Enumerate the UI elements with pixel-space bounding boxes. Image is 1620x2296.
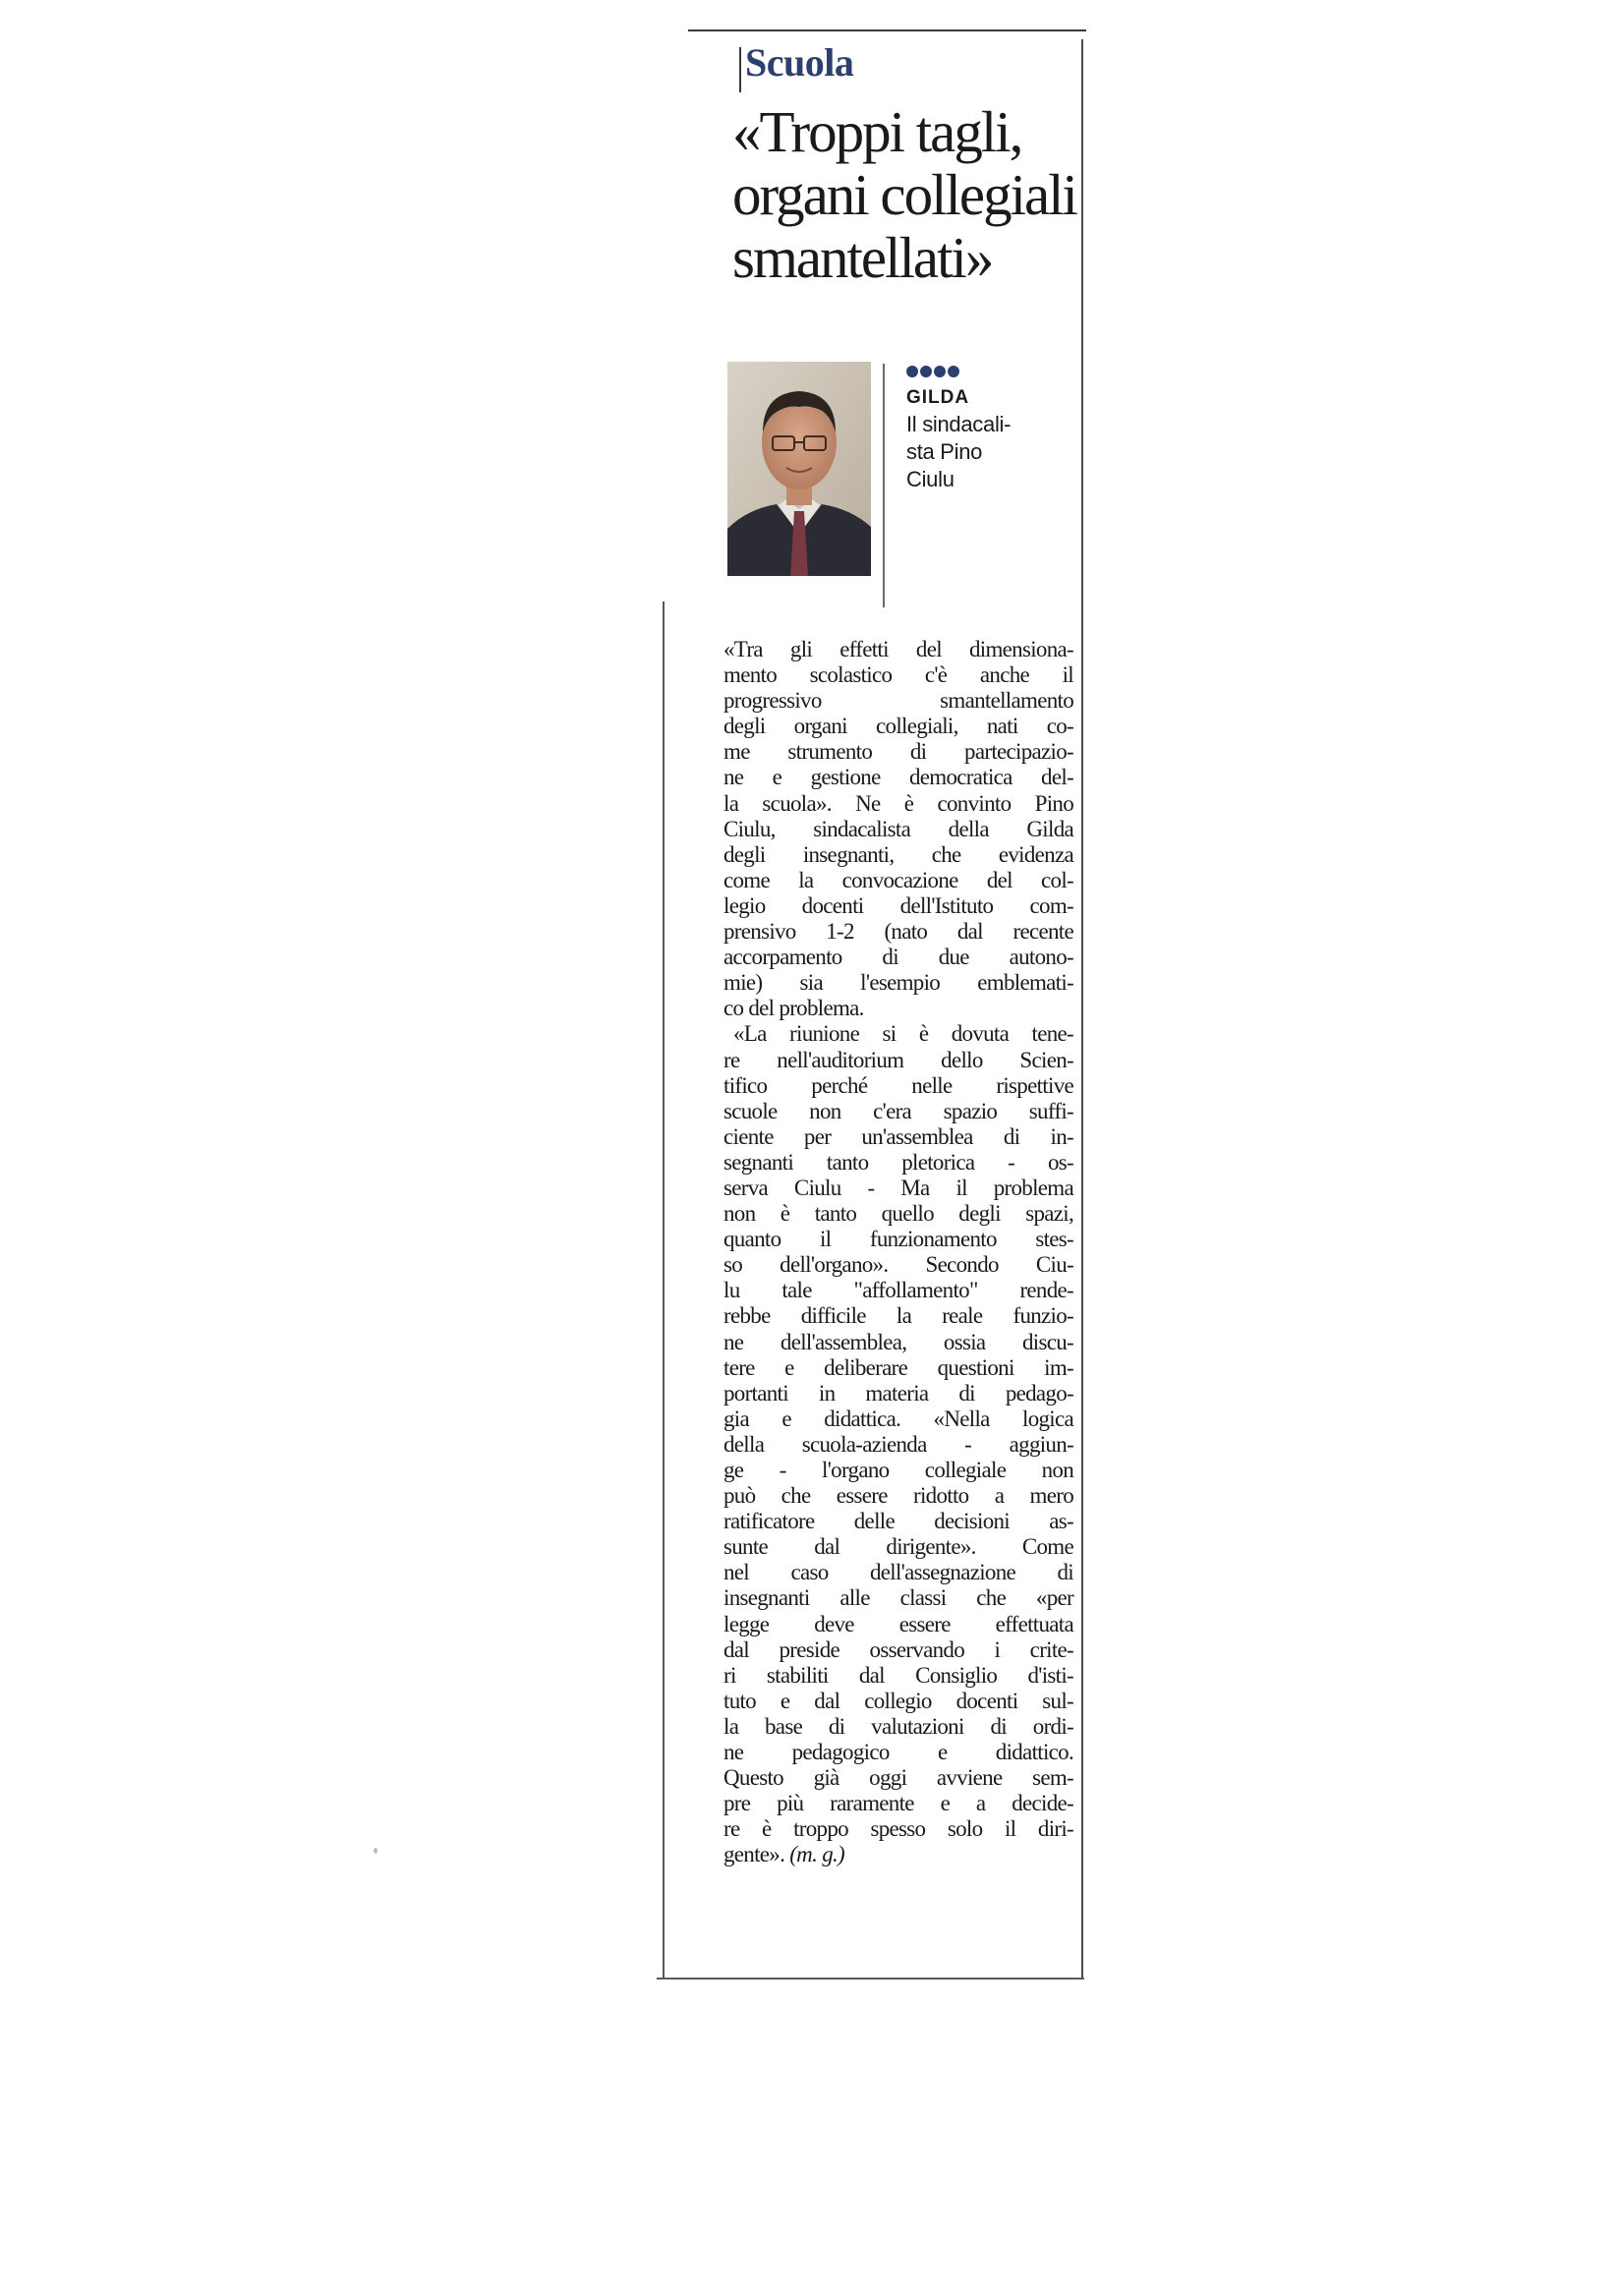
body-line: degli organi collegiali, nati co- xyxy=(723,714,1073,739)
dot-icon xyxy=(948,366,959,377)
body-line: re nell'auditorium dello Scien- xyxy=(723,1047,1073,1072)
dot-icon xyxy=(934,366,946,377)
body-line: «Tra gli effetti del dimensiona- xyxy=(723,637,1073,661)
body-line: pre più raramente e a decide- xyxy=(723,1791,1073,1816)
body-line: ne e gestione democratica del- xyxy=(723,765,1073,790)
bottom-rule xyxy=(657,1978,1084,1980)
body-line: Questo già oggi avviene sem- xyxy=(723,1765,1073,1791)
column-right-border xyxy=(1081,39,1083,1978)
body-line: rebbe difficile la reale funzio- xyxy=(723,1303,1073,1329)
photo-caption xyxy=(906,366,1073,493)
body-line: portanti in materia di pedago- xyxy=(723,1380,1073,1406)
caption-line: sta Pino xyxy=(906,439,983,464)
body-line: lu tale "affollamento" rende- xyxy=(723,1278,1073,1303)
body-line: mento scolastico c'è anche il xyxy=(723,662,1073,688)
body-line: legge deve essere effettuata xyxy=(723,1611,1073,1636)
headline-line: smantellati» xyxy=(732,225,993,290)
body-line: insegnanti alle classi che «per xyxy=(723,1585,1073,1611)
body-line: tifico perché nelle rispettive xyxy=(723,1072,1073,1098)
portrait-photo xyxy=(727,362,871,576)
body-line: so dell'organo». Secondo Ciu- xyxy=(723,1252,1073,1278)
headline-line: «Troppi tagli, xyxy=(732,99,1022,164)
body-line: ne pedagogico e didattico. xyxy=(723,1740,1073,1765)
body-line: tere e deliberare questioni im- xyxy=(723,1354,1073,1380)
body-line: ciente per un'assemblea di in- xyxy=(723,1123,1073,1149)
caption-tag: GILDA xyxy=(906,387,970,408)
caption-divider xyxy=(883,364,885,607)
body-line: co del problema. xyxy=(723,996,864,1021)
body-line: nel caso dell'assegnazione di xyxy=(723,1560,1073,1585)
caption-line: Il sindacali- xyxy=(906,412,1012,436)
body-line: può che essere ridotto a mero xyxy=(723,1483,1073,1509)
body-line: tuto e dal collegio docenti sul- xyxy=(723,1688,1073,1713)
column-left-border xyxy=(663,602,665,1978)
body-line: mie) sia l'esempio emblemati- xyxy=(723,970,1073,996)
top-rule xyxy=(688,29,1086,31)
body-line: legio docenti dell'Istituto com- xyxy=(723,892,1073,918)
body-line: Ciulu, sindacalista della Gilda xyxy=(723,816,1073,841)
body-line: prensivo 1-2 (nato dal recente xyxy=(723,919,1073,945)
portrait-illustration xyxy=(727,362,871,576)
body-line: me strumento di partecipazio- xyxy=(723,739,1073,765)
author-initials: (m. g.) xyxy=(789,1842,844,1867)
caption-dots xyxy=(906,366,1073,377)
body-line: gente». (m. g.) xyxy=(723,1842,844,1867)
body-line: degli insegnanti, che evidenza xyxy=(723,841,1073,867)
body-line: accorpamento di due autono- xyxy=(723,945,1073,970)
body-line: re è troppo spesso solo il diri- xyxy=(723,1816,1073,1842)
headline xyxy=(732,100,1076,289)
body-line: scuole non c'era spazio suffi- xyxy=(723,1098,1073,1123)
body-line: serva Ciulu - Ma il problema xyxy=(723,1175,1073,1200)
body-line: sunte dal dirigente». Come xyxy=(723,1534,1073,1560)
body-line: ri stabiliti dal Consiglio d'isti- xyxy=(723,1662,1073,1688)
caption-line: Ciulu xyxy=(906,467,955,491)
article-body xyxy=(723,637,1073,1868)
body-line: come la convocazione del col- xyxy=(723,867,1073,892)
body-line: progressivo smantellamento xyxy=(723,688,1073,714)
body-line: dal preside osservando i crite- xyxy=(723,1636,1073,1662)
section-label: Scuola xyxy=(745,40,854,85)
headline-line: organi collegiali xyxy=(732,162,1076,227)
body-line: quanto il funzionamento stes- xyxy=(723,1227,1073,1252)
body-line: «La riunione si è dovuta tene- xyxy=(733,1021,1073,1047)
body-line: della scuola-azienda - aggiun- xyxy=(723,1431,1073,1457)
body-line: gia e didattica. «Nella logica xyxy=(723,1406,1073,1431)
body-line: segnanti tanto pletorica - os- xyxy=(723,1149,1073,1175)
body-line: non è tanto quello degli spazi, xyxy=(723,1201,1073,1227)
section-rule xyxy=(739,47,741,92)
body-line: la scuola». Ne è convinto Pino xyxy=(723,790,1073,816)
dot-icon xyxy=(906,366,918,377)
scan-speck xyxy=(374,1848,377,1854)
dot-icon xyxy=(920,366,932,377)
body-line: ge - l'organo collegiale non xyxy=(723,1458,1073,1482)
body-line: ne dell'assemblea, ossia discu- xyxy=(723,1329,1073,1354)
body-line: la base di valutazioni di ordi- xyxy=(723,1713,1073,1739)
body-line: ratificatore delle decisioni as- xyxy=(723,1509,1073,1534)
